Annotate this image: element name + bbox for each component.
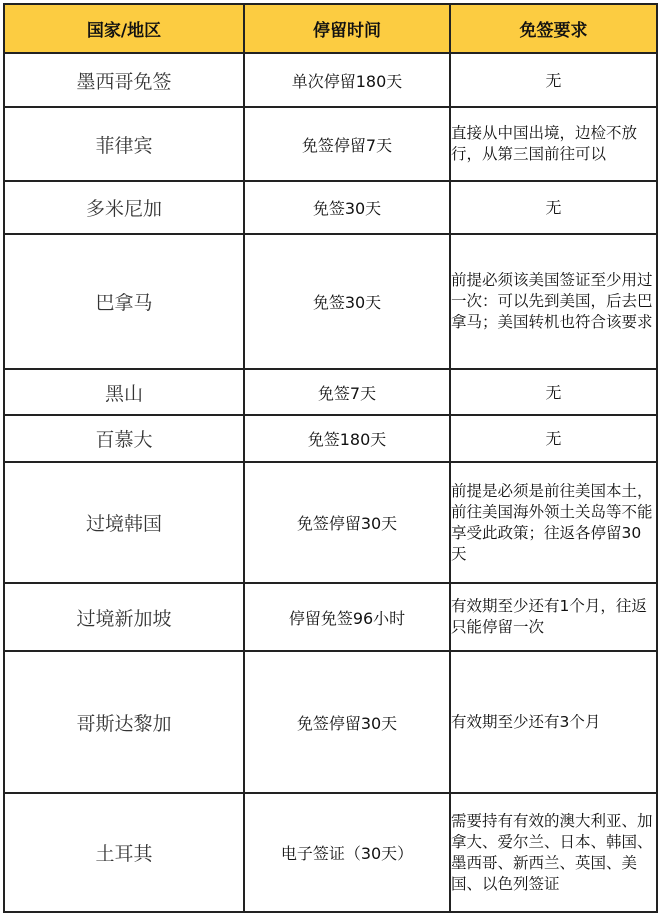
table-row: [4, 181, 657, 234]
country-cell: 墨西哥免签: [4, 53, 244, 107]
country-cell: 土耳其: [4, 793, 244, 912]
country-cell: 多米尼加: [4, 181, 244, 234]
table-row: [4, 583, 657, 651]
visa-free-table: [3, 3, 658, 913]
header-stay-duration: 停留时间: [244, 4, 450, 53]
country-cell: 哥斯达黎加: [4, 651, 244, 793]
country-cell: 过境韩国: [4, 462, 244, 583]
requirement-cell: 有效期至少还有3个月: [450, 651, 657, 793]
table-row: [4, 793, 657, 912]
table-row: [4, 53, 657, 107]
header-country: 国家/地区: [4, 4, 244, 53]
requirement-cell: 前提必须该美国签证至少用过一次：可以先到美国，后去巴拿马；美国转机也符合该要求: [450, 234, 657, 369]
table-row: [4, 369, 657, 415]
requirement-cell: 无: [450, 181, 657, 234]
table-row: [4, 462, 657, 583]
stay-cell: 免签停留30天: [244, 651, 450, 793]
table-row: [4, 415, 657, 462]
stay-cell: 单次停留180天: [244, 53, 450, 107]
stay-cell: 免签30天: [244, 234, 450, 369]
country-cell: 菲律宾: [4, 107, 244, 181]
requirement-cell: 无: [450, 415, 657, 462]
requirement-cell: 需要持有有效的澳大利亚、加拿大、爱尔兰、日本、韩国、墨西哥、新西兰、英国、美国、以色列签证: [450, 793, 657, 912]
stay-cell: 电子签证（30天）: [244, 793, 450, 912]
requirement-cell: 无: [450, 369, 657, 415]
requirement-cell: 无: [450, 53, 657, 107]
stay-cell: 免签停留30天: [244, 462, 450, 583]
stay-cell: 停留免签96小时: [244, 583, 450, 651]
stay-cell: 免签停留7天: [244, 107, 450, 181]
country-cell: 百慕大: [4, 415, 244, 462]
country-cell: 黑山: [4, 369, 244, 415]
table-row: [4, 234, 657, 369]
stay-cell: 免签7天: [244, 369, 450, 415]
table-row: [4, 651, 657, 793]
country-cell: 过境新加坡: [4, 583, 244, 651]
stay-cell: 免签180天: [244, 415, 450, 462]
country-cell: 巴拿马: [4, 234, 244, 369]
requirement-cell: 前提是必须是前往美国本土，前往美国海外领土关岛等不能享受此政策；往返各停留30天: [450, 462, 657, 583]
table-header-row: [4, 4, 657, 53]
requirement-cell: 有效期至少还有1个月，往返只能停留一次: [450, 583, 657, 651]
table-row: [4, 107, 657, 181]
header-visa-requirement: 免签要求: [450, 4, 657, 53]
stay-cell: 免签30天: [244, 181, 450, 234]
requirement-cell: 直接从中国出境，边检不放行，从第三国前往可以: [450, 107, 657, 181]
